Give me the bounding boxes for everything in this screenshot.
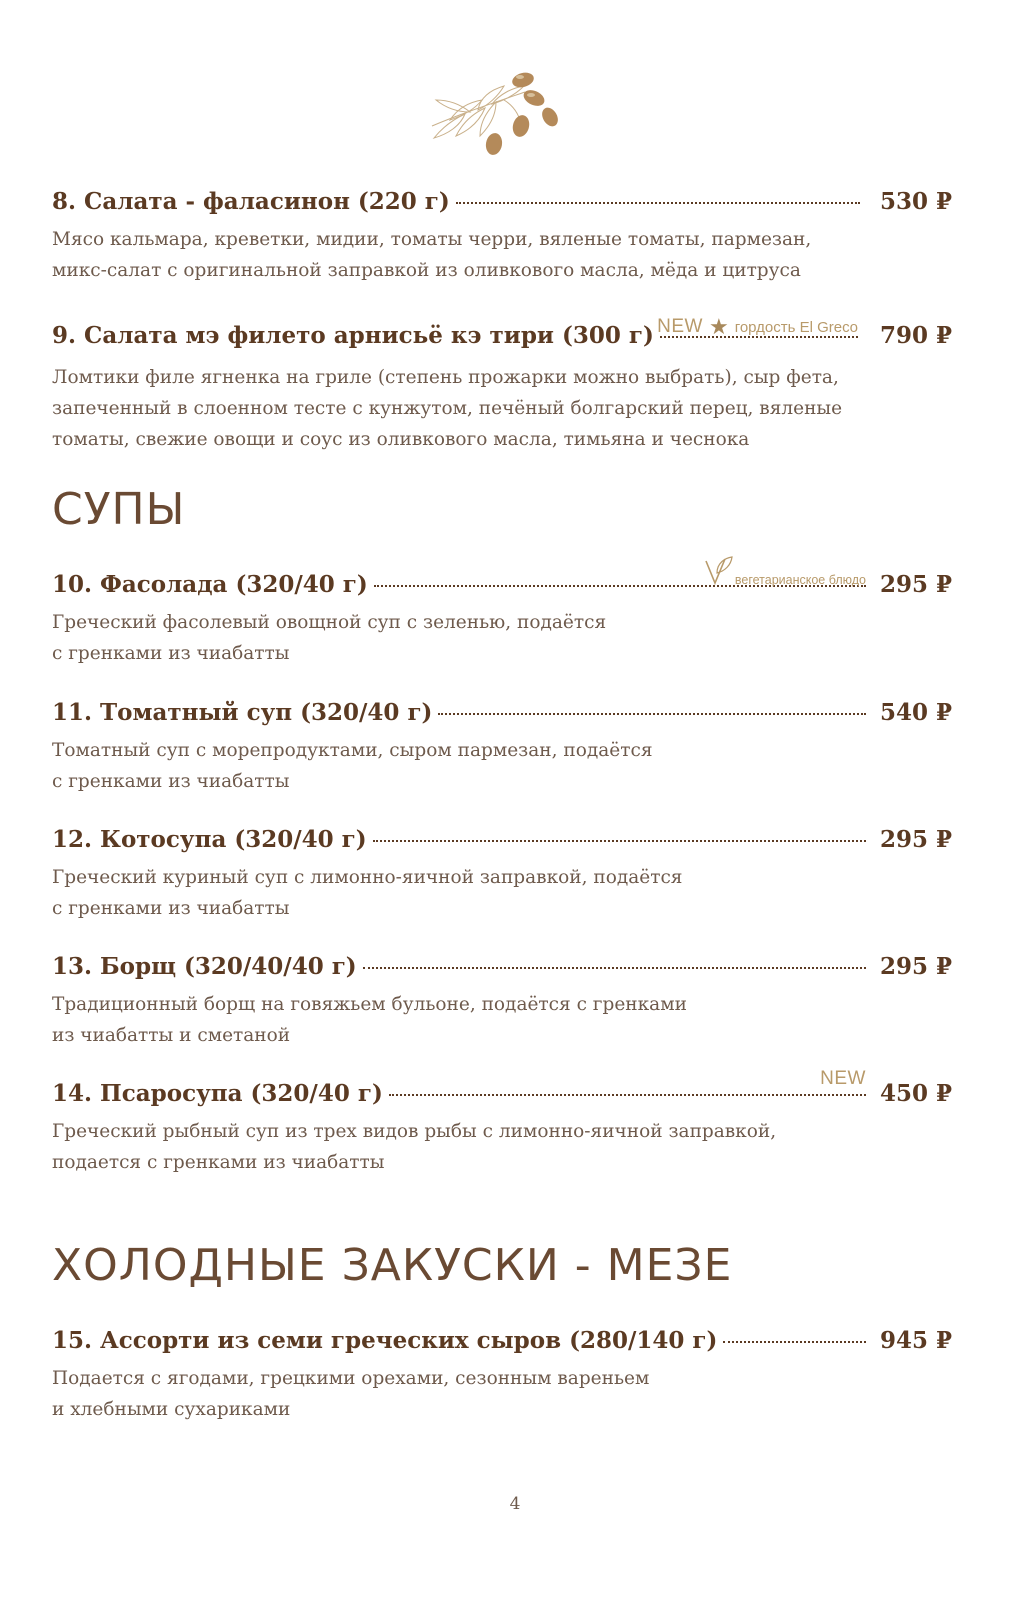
item-header: [52, 699, 952, 733]
item-name: 15. Ассорти из семи греческих сыров (280/140 г): [52, 1327, 718, 1354]
item-description: Греческий рыбный суп из трех видов рыбы с лимонно-яичной заправкой, подается с гренками из чиабатты: [52, 1121, 777, 1173]
leader-dots: [363, 967, 866, 969]
menu-item: [52, 699, 952, 797]
item-description: Мясо кальмара, креветки, мидии, томаты черри, вяленые томаты, пармезан, микс-салат с оригинальной заправкой из оливкового масла, мёда и цитруса: [52, 229, 812, 281]
item-price: 295 ₽: [879, 826, 952, 853]
vegetarian-leaf-icon: [703, 555, 733, 587]
item-header: [52, 826, 952, 860]
new-badge: NEW: [657, 316, 703, 337]
item-name: 14. Псаросупа (320/40 г): [52, 1080, 383, 1107]
item-tags: [820, 1068, 866, 1090]
item-tags: [657, 314, 858, 340]
olive-branch-icon: [430, 64, 570, 164]
item-price: 295 ₽: [879, 953, 952, 980]
star-icon: ★: [708, 314, 729, 339]
item-price: 450 ₽: [879, 1080, 952, 1107]
menu-item: [52, 826, 952, 924]
section-title-soups: СУПЫ: [52, 484, 186, 535]
leader-dots: [438, 713, 866, 715]
item-name: 8. Салата - фаласинон (220 г): [52, 188, 450, 215]
item-header: [52, 953, 952, 987]
signature-badge: гордость El Greco: [734, 318, 858, 336]
leader-dots: [657, 314, 858, 339]
item-price: 530 ₽: [879, 188, 952, 215]
item-name: 13. Борщ (320/40/40 г): [52, 953, 357, 980]
vegetarian-badge: [703, 555, 866, 587]
item-name: 12. Котосупа (320/40 г): [52, 826, 367, 853]
menu-item: [52, 1068, 952, 1178]
item-description: Томатный суп с морепродуктами, сыром пармезан, подаётся с гренками из чиабатты: [52, 740, 653, 792]
item-price: 540 ₽: [879, 699, 952, 726]
vegetarian-label: вегетарианское блюдо: [734, 573, 866, 587]
item-header: [52, 1068, 952, 1114]
menu-item: [52, 314, 952, 455]
item-header: [52, 1327, 952, 1361]
new-badge: NEW: [820, 1068, 866, 1089]
menu-item: [52, 571, 952, 669]
item-price: 295 ₽: [879, 571, 952, 598]
item-header: [52, 314, 952, 356]
item-price: 790 ₽: [879, 322, 952, 349]
item-header: [52, 188, 952, 222]
menu-item: [52, 188, 952, 286]
item-name: 10. Фасолада (320/40 г): [52, 571, 368, 598]
item-name: 9. Салата мэ филето арнисьё кэ тири (300 г): [52, 322, 654, 349]
item-name: 11. Томатный суп (320/40 г): [52, 699, 433, 726]
leader-dots: [456, 202, 860, 204]
menu-item: [52, 953, 952, 1051]
item-description: Подается с ягодами, грецкими орехами, сезонным вареньем и хлебными сухариками: [52, 1368, 650, 1420]
menu-item: [52, 1327, 952, 1425]
leader-dots: [723, 1341, 866, 1343]
item-description: Греческий фасолевый овощной суп с зеленью, подаётся с гренками из чиабатты: [52, 612, 607, 664]
leader-dots: [374, 573, 866, 587]
item-description: Традиционный борщ на говяжьем бульоне, подаётся с гренками из чиабатты и сметаной: [52, 994, 687, 1046]
leader-dots: [389, 1068, 866, 1096]
item-price: 945 ₽: [879, 1327, 952, 1354]
page-number: 4: [509, 1494, 521, 1514]
section-title-cold-appetizers: ХОЛОДНЫЕ ЗАКУСКИ - МЕЗЕ: [52, 1240, 733, 1291]
leader-dots: [373, 840, 866, 842]
item-description: Греческий куриный суп с лимонно-яичной заправкой, подаётся с гренками из чиабатты: [52, 867, 683, 919]
item-description: Ломтики филе ягненка на гриле (степень прожарки можно выбрать), сыр фета, запеченный в слоенном тесте с кунжутом, печёный болгарский перец, вяленые томаты, свежие овощи и соус из оливкового масла, тимьяна и чеснока: [52, 367, 843, 450]
item-header: [52, 571, 952, 605]
